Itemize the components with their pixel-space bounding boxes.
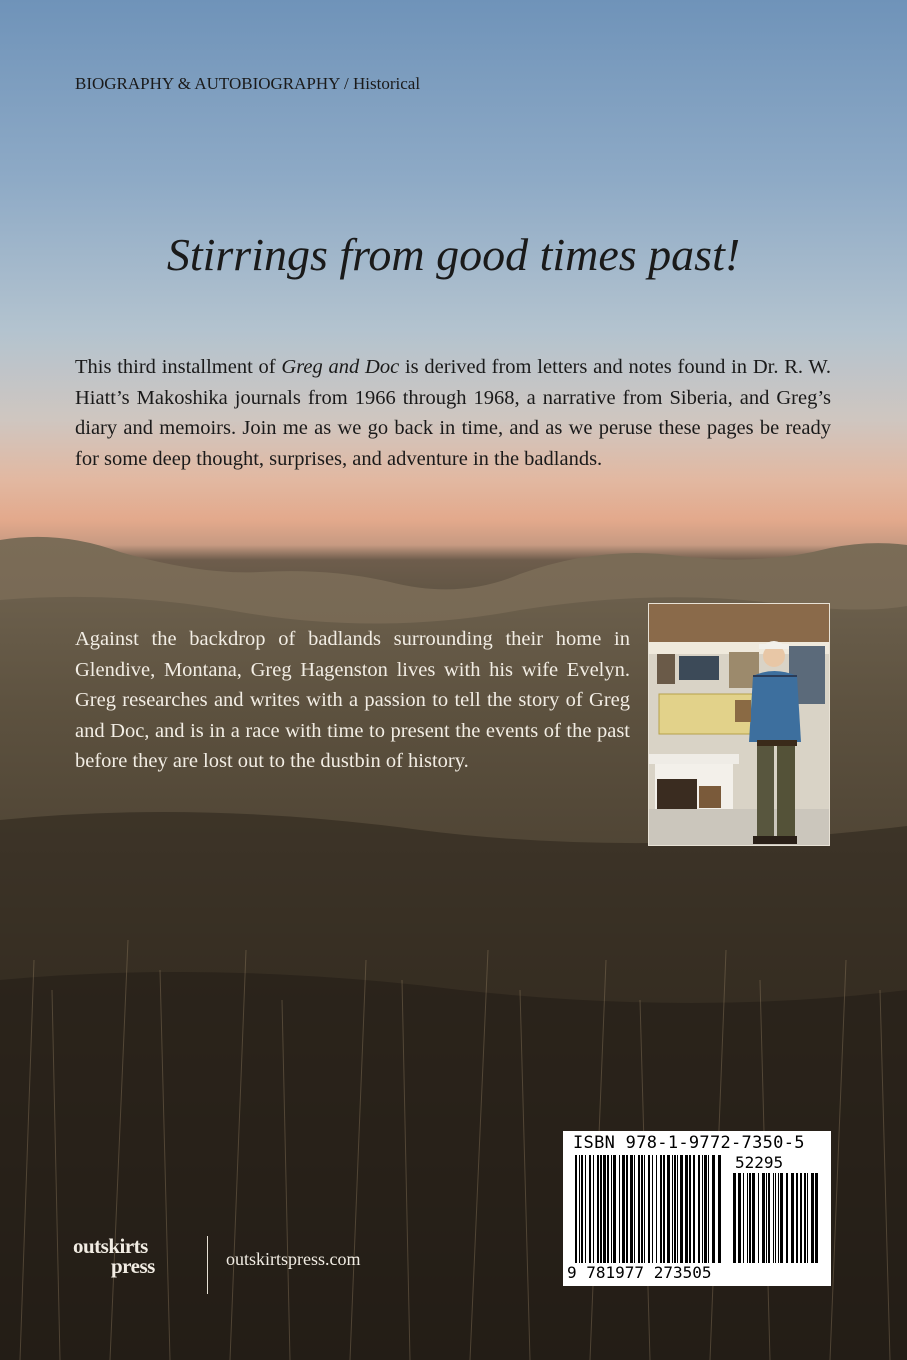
description-paragraph [75, 352, 831, 474]
barcode-bar [581, 1155, 583, 1263]
barcode-bar [677, 1155, 678, 1263]
barcode-bar [672, 1155, 673, 1263]
barcode-bar [702, 1155, 703, 1263]
barcode-bar [762, 1173, 765, 1263]
barcode-bar [656, 1155, 657, 1263]
barcode-bar [791, 1173, 794, 1263]
barcode-bar [663, 1155, 665, 1263]
barcode-bar [704, 1155, 707, 1263]
barcode-bar [766, 1173, 767, 1263]
category-label: BIOGRAPHY & AUTOBIOGRAPHY / Historical [75, 74, 421, 93]
barcode-bar [807, 1173, 808, 1263]
barcode-bar [778, 1173, 779, 1263]
author-photo [648, 603, 830, 846]
logo-divider [207, 1236, 208, 1294]
barcode-bar [800, 1173, 802, 1263]
barcode-bar [613, 1155, 616, 1263]
barcode-bar [634, 1155, 635, 1263]
barcode-bar [680, 1155, 683, 1263]
logo-word-top: outskirts [73, 1234, 148, 1258]
barcode-bar [811, 1173, 814, 1263]
book-title-italic: Greg and Doc [281, 356, 400, 378]
barcode-bar [743, 1173, 744, 1263]
price-code: 52295 [735, 1153, 784, 1172]
barcode-bar [660, 1155, 662, 1263]
isbn-barcode [563, 1131, 831, 1286]
barcode-bar [796, 1173, 798, 1263]
logo-word-bottom: press [111, 1254, 155, 1278]
barcode-bar [708, 1155, 709, 1263]
barcode-bar [626, 1155, 628, 1263]
barcode-bar [585, 1155, 586, 1263]
barcode-bar [804, 1173, 806, 1263]
barcode-bar [674, 1155, 676, 1263]
barcode-bar [698, 1155, 700, 1263]
isbn-label: ISBN 978-1-9772-7350-5 [573, 1133, 805, 1153]
barcode-bar [641, 1155, 643, 1263]
barcode-bar [738, 1173, 741, 1263]
description-text-end: is derived from letters and notes found in Dr. R. W. Hiatt’s Makoshika journals from 1966 through 1968, a narrative from Siberia, and Greg’s diary and memoirs. Join me as we go back in time, and as we peruse these pages be ready for some deep thought, surprises, and adventure in the badlands. [75, 356, 831, 470]
barcode-bar [603, 1155, 606, 1263]
publisher-website[interactable]: outskirtspress.com [226, 1249, 361, 1269]
barcode-bar [648, 1155, 650, 1263]
barcode-bars-main [575, 1155, 725, 1265]
barcode-bar [815, 1173, 818, 1263]
tagline: Stirrings from good times past! [166, 229, 741, 280]
barcode-bar [611, 1155, 612, 1263]
barcode-bar [597, 1155, 599, 1263]
barcode-bar [752, 1173, 755, 1263]
barcode-bar [575, 1155, 577, 1263]
barcode-bar [638, 1155, 640, 1263]
barcode-bar [749, 1173, 751, 1263]
barcode-bar [579, 1155, 580, 1263]
barcode-bar [775, 1173, 776, 1263]
barcode-bar [593, 1155, 594, 1263]
isbn-digits: 9 781977 273505 [567, 1263, 712, 1282]
barcode-bar [747, 1173, 748, 1263]
barcode-bar [733, 1173, 736, 1263]
barcode-bar [780, 1173, 783, 1263]
barcode-bar [667, 1155, 670, 1263]
publisher-logo [73, 1236, 155, 1276]
barcode-bar [600, 1155, 602, 1263]
barcode-bar [644, 1155, 645, 1263]
barcode-bar [693, 1155, 695, 1263]
barcode-bar [768, 1173, 770, 1263]
barcode-bar [622, 1155, 625, 1263]
barcode-bar [718, 1155, 721, 1263]
barcode-bar [773, 1173, 774, 1263]
description-text-start: This third installment of [75, 356, 282, 378]
barcode-bars-addon [733, 1173, 823, 1265]
author-bio-paragraph: Against the backdrop of badlands surrounding their home in Glendive, Montana, Greg Hagenston lives with his wife Evelyn. Greg researches and writes with a passion to tell the story of Greg and Doc, and is in a race with time to present the events of the past before they are lost out to the dustbin of history. [75, 628, 630, 772]
barcode-bar [630, 1155, 633, 1263]
barcode-bar [589, 1155, 591, 1263]
barcode-bar [786, 1173, 788, 1263]
barcode-bar [712, 1155, 715, 1263]
barcode-bar [685, 1155, 688, 1263]
barcode-bar [758, 1173, 759, 1263]
barcode-bar [689, 1155, 691, 1263]
barcode-bar [607, 1155, 609, 1263]
barcode-bar [652, 1155, 653, 1263]
barcode-bar [619, 1155, 620, 1263]
